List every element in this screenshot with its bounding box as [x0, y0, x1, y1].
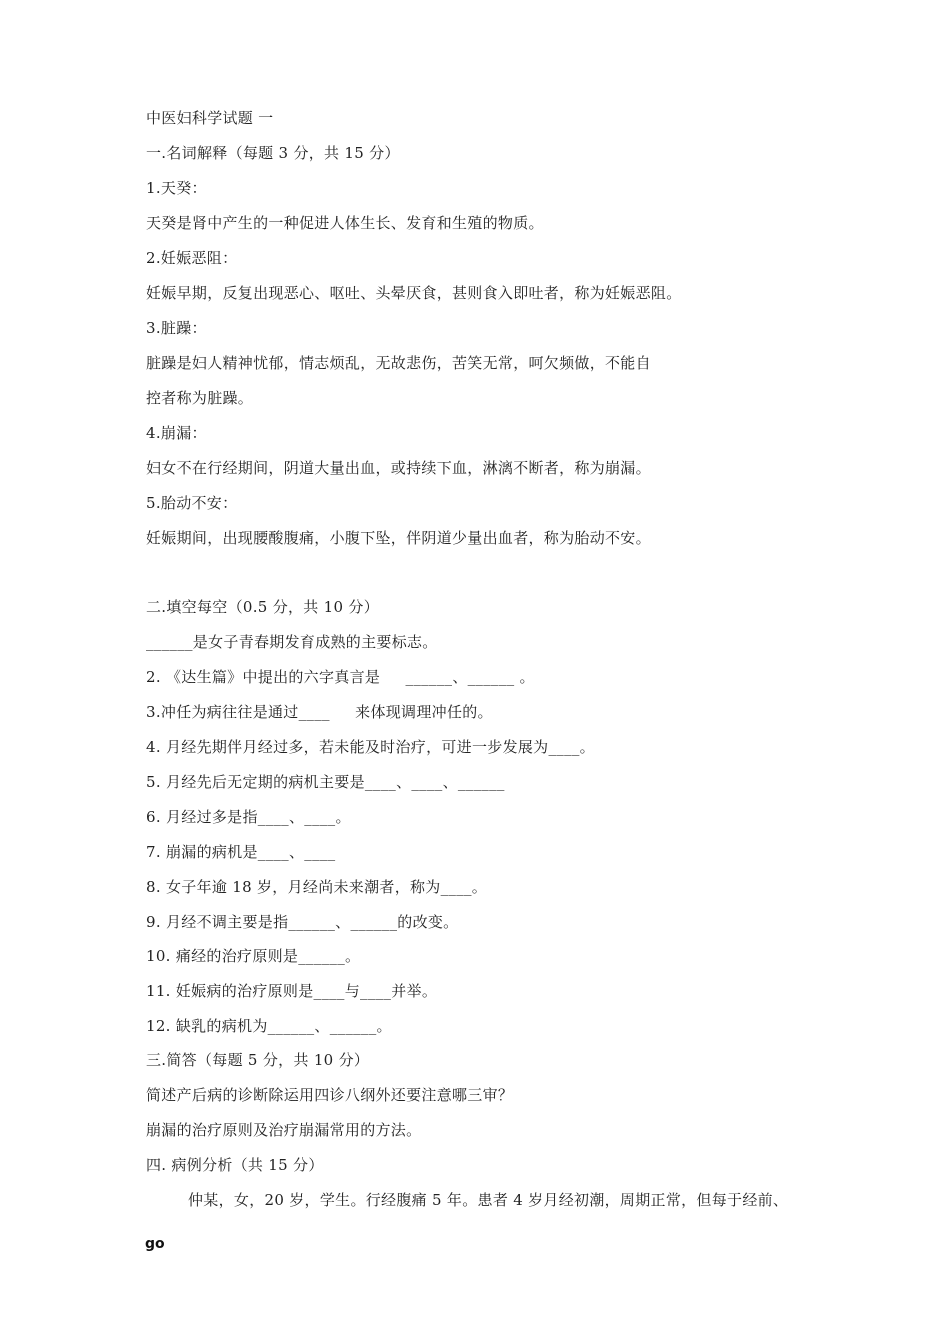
term-definition: 妇女不在行经期间，阴道大量出血，或持续下血，淋漓不断者，称为崩漏。 [146, 459, 651, 477]
fill-blank-item: 3.冲任为病往往是通过____ 来体现调理冲任的。 [146, 703, 493, 721]
section-heading: 三.简答（每题 5 分，共 10 分） [146, 1051, 370, 1069]
fill-blank-item: 7. 崩漏的病机是____、____ [146, 843, 336, 861]
page-footer: go [145, 1236, 165, 1252]
short-answer-item: 简述产后病的诊断除运用四诊八纲外还要注意哪三审？ [146, 1086, 514, 1104]
term-heading: 1.天癸： [146, 179, 207, 197]
term-heading: 3.脏躁： [146, 319, 207, 337]
doc-title: 中医妇科学试题 一 [146, 109, 274, 127]
fill-blank-item: 11. 妊娠病的治疗原则是____与____并举。 [146, 982, 438, 1000]
section-heading: 四. 病例分析（共 15 分） [146, 1156, 324, 1174]
term-heading: 4.崩漏： [146, 424, 207, 442]
term-definition: 脏躁是妇人精神忧郁，情志烦乱，无故悲伤，苦笑无常，呵欠频做，不能自 [146, 354, 651, 372]
fill-blank-item: 5. 月经先后无定期的病机主要是____、____、______ [146, 773, 505, 791]
fill-blank-item: 12. 缺乳的病机为______、______。 [146, 1017, 392, 1035]
fill-blank-item: 4. 月经先期伴月经过多，若未能及时治疗，可进一步发展为____。 [146, 738, 595, 756]
section-heading: 一.名词解释（每题 3 分，共 15 分） [146, 144, 400, 162]
term-heading: 2.妊娠恶阻： [146, 249, 238, 267]
fill-blank-item: ______是女子青春期发育成熟的主要标志。 [146, 633, 438, 651]
fill-blank-item: 2. 《达生篇》中提出的六字真言是 ______、______ 。 [146, 668, 535, 686]
section-heading: 二.填空每空（0.5 分，共 10 分） [146, 598, 380, 616]
fill-blank-item: 10. 痛经的治疗原则是______。 [146, 947, 361, 965]
term-definition: 妊娠早期，反复出现恶心、呕吐、头晕厌食，甚则食入即吐者，称为妊娠恶阻。 [146, 284, 682, 302]
fill-blank-item: 6. 月经过多是指____、____。 [146, 808, 351, 826]
short-answer-item: 崩漏的治疗原则及治疗崩漏常用的方法。 [146, 1121, 422, 1139]
term-definition: 妊娠期间，出现腰酸腹痛，小腹下坠，伴阴道少量出血者，称为胎动不安。 [146, 529, 651, 547]
fill-blank-item: 9. 月经不调主要是指______、______的改变。 [146, 913, 459, 931]
fill-blank-item: 8. 女子年逾 18 岁，月经尚未来潮者，称为____。 [146, 878, 488, 896]
term-definition: 控者称为脏躁。 [146, 389, 254, 407]
term-definition: 天癸是肾中产生的一种促进人体生长、发育和生殖的物质。 [146, 214, 544, 232]
case-paragraph: 仲某，女，20 岁，学生。行经腹痛 5 年。患者 4 岁月经初潮，周期正常，但每于经前、 [188, 1191, 789, 1209]
term-heading: 5.胎动不安： [146, 494, 238, 512]
